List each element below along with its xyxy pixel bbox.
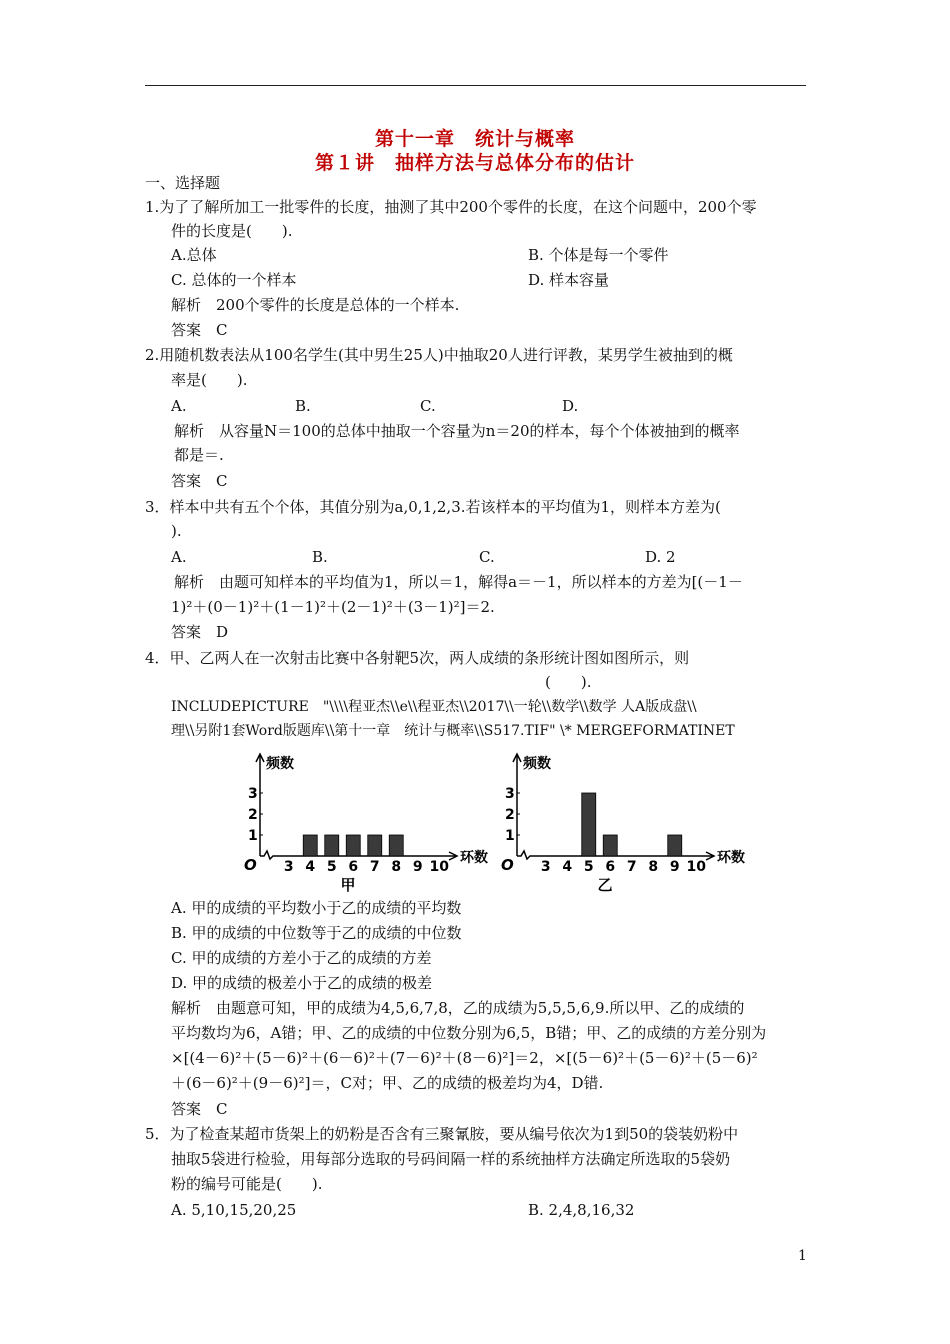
q1-option-c: C. 总体的一个样本 — [171, 271, 297, 289]
q2-option-b: B. — [295, 397, 311, 415]
q5-stem-line3: 粉的编号可能是( ). — [171, 1175, 323, 1193]
q4-answer: 答案 C — [171, 1100, 228, 1118]
x-tick-label: 5 — [583, 859, 594, 875]
chart-jia — [238, 748, 488, 893]
x-tick-label: 3 — [283, 859, 294, 875]
x-tick-label: 4 — [562, 859, 573, 875]
q5-option-b: B. 2,4,8,16,32 — [528, 1201, 635, 1219]
q3-analysis-line2: 1)²＋(0－1)²＋(1－1)²＋(2－1)²＋(3－1)²]＝2. — [171, 598, 495, 616]
y-axis-label: 频数 — [266, 756, 294, 772]
q5-stem-line2: 抽取5袋进行检验，用每部分选取的号码间隔一样的系统抽样方法确定所选取的5袋奶 — [171, 1150, 731, 1168]
bar — [325, 835, 339, 856]
y-axis-label: 频数 — [523, 756, 551, 772]
q4-include-line1: INCLUDEPICTURE "\\\\程亚杰\\e\\程亚杰\\2017\\一轮\\数学\\数学 人A版成盘\\ — [171, 699, 697, 715]
q1-stem-line2: 件的长度是( ). — [171, 222, 293, 240]
q4-analysis-line1: 解析 由题意可知，甲的成绩为4,5,6,7,8，乙的成绩为5,5,5,6,9.所以甲、乙的成绩的 — [171, 999, 745, 1017]
x-tick-label: 9 — [412, 859, 423, 875]
x-tick-label: 8 — [391, 859, 402, 875]
q5-stem-line1: 5．为了检查某超市货架上的奶粉是否含有三聚氰胺，要从编号依次为1到50的袋装奶粉中 — [145, 1125, 739, 1143]
x-axis-label: 环数 — [717, 850, 745, 866]
x-axis-label: 环数 — [460, 850, 488, 866]
section-heading: 一、选择题 — [145, 174, 221, 192]
page-number: 1 — [798, 1248, 807, 1264]
x-tick-label: 6 — [605, 859, 616, 875]
q1-option-d: D. 样本容量 — [528, 271, 610, 289]
q3-option-d: D. 2 — [645, 548, 676, 566]
y-tick-label: 3 — [248, 786, 258, 802]
q3-option-b: B. — [312, 548, 328, 566]
chart-caption: 乙 — [597, 876, 613, 893]
y-tick-label: 2 — [248, 807, 258, 823]
bar — [582, 793, 596, 856]
q4-option-d: D. 甲的成绩的极差小于乙的成绩的极差 — [171, 974, 433, 992]
q4-option-a: A. 甲的成绩的平均数小于乙的成绩的平均数 — [171, 899, 462, 917]
x-tick-label: 7 — [369, 859, 380, 875]
y-tick-label: 1 — [248, 828, 258, 844]
bar — [346, 835, 360, 856]
q3-stem-line2: ). — [171, 522, 182, 540]
y-tick-label: 2 — [505, 807, 515, 823]
bar — [389, 835, 403, 856]
x-tick-label: 9 — [669, 859, 680, 875]
chart-yi — [495, 748, 745, 893]
origin-label: O — [244, 856, 257, 874]
lesson-title: 第１讲 抽样方法与总体分布的估计 — [314, 152, 635, 174]
bar — [603, 835, 617, 856]
x-tick-label: 8 — [648, 859, 659, 875]
q4-stem-paren: ( ). — [545, 673, 592, 691]
q4-option-c: C. 甲的成绩的方差小于乙的成绩的方差 — [171, 949, 432, 967]
q4-analysis-line3: ×[(4－6)²＋(5－6)²＋(6－6)²＋(7－6)²＋(8－6)²]＝2，×[(5－6)²＋(5－6)²＋(5－6)² — [171, 1049, 758, 1067]
chapter-title: 第十一章 统计与概率 — [374, 128, 575, 150]
q2-analysis-line1: 解析 从容量N＝100的总体中抽取一个容量为n＝20的样本，每个个体被抽到的概率 — [174, 422, 740, 440]
x-tick-label: 4 — [305, 859, 316, 875]
q4-analysis-line2: 平均数均为6，A错；甲、乙的成绩的中位数分别为6,5，B错；甲、乙的成绩的方差分别为 — [171, 1024, 767, 1042]
origin-label: O — [501, 856, 514, 874]
q3-stem-line1: 3．样本中共有五个个体，其值分别为a,0,1,2,3.若该样本的平均值为1，则样本方差为( — [145, 498, 721, 516]
x-tick-label: 10 — [429, 859, 449, 875]
q4-stem-line1: 4．甲、乙两人在一次射击比赛中各射靶5次，两人成绩的条形统计图如图所示，则 — [145, 649, 690, 667]
q1-option-a: A.总体 — [171, 246, 217, 264]
x-tick-label: 6 — [348, 859, 359, 875]
q3-option-c: C. — [479, 548, 495, 566]
q2-stem-line2: 率是( ). — [171, 371, 248, 389]
q2-analysis-line2: 都是＝. — [174, 446, 224, 464]
x-tick-label: 10 — [686, 859, 706, 875]
q4-analysis-line4: ＋(6－6)²＋(9－6)²]＝，C对；甲、乙的成绩的极差均为4，D错. — [171, 1074, 604, 1092]
q2-stem-line1: 2.用随机数表法从100名学生(其中男生25人)中抽取20人进行评教，某男学生被抽到的概 — [145, 346, 733, 364]
q5-option-a: A. 5,10,15,20,25 — [171, 1201, 297, 1219]
bar — [368, 835, 382, 856]
q1-option-b: B. 个体是每一个零件 — [528, 246, 669, 264]
x-tick-label: 3 — [540, 859, 551, 875]
q4-include-line2: 理\\另附1套Word版题库\\第十一章 统计与概率\\S517.TIF" \* MERGEFORMATINET — [171, 723, 735, 739]
x-tick-label: 5 — [326, 859, 337, 875]
q1-answer: 答案 C — [171, 321, 228, 339]
bar — [668, 835, 682, 856]
bar — [303, 835, 317, 856]
q2-option-d: D. — [562, 397, 579, 415]
q1-analysis: 解析 200个零件的长度是总体的一个样本. — [171, 296, 460, 314]
q3-option-a: A. — [171, 548, 187, 566]
q3-analysis-line1: 解析 由题可知样本的平均值为1，所以＝1，解得a＝－1，所以样本的方差为[(－1－ — [174, 573, 743, 591]
y-tick-label: 1 — [505, 828, 515, 844]
q2-option-c: C. — [420, 397, 436, 415]
header-rule — [145, 85, 806, 86]
q1-stem-line1: 1.为了了解所加工一批零件的长度，抽测了其中200个零件的长度，在这个问题中，200个零 — [145, 198, 757, 216]
chart-caption: 甲 — [340, 876, 356, 893]
q2-answer: 答案 C — [171, 472, 228, 490]
q3-answer: 答案 D — [171, 623, 229, 641]
x-tick-label: 7 — [626, 859, 637, 875]
y-tick-label: 3 — [505, 786, 515, 802]
q2-option-a: A. — [171, 397, 187, 415]
q4-option-b: B. 甲的成绩的中位数等于乙的成绩的中位数 — [171, 924, 462, 942]
